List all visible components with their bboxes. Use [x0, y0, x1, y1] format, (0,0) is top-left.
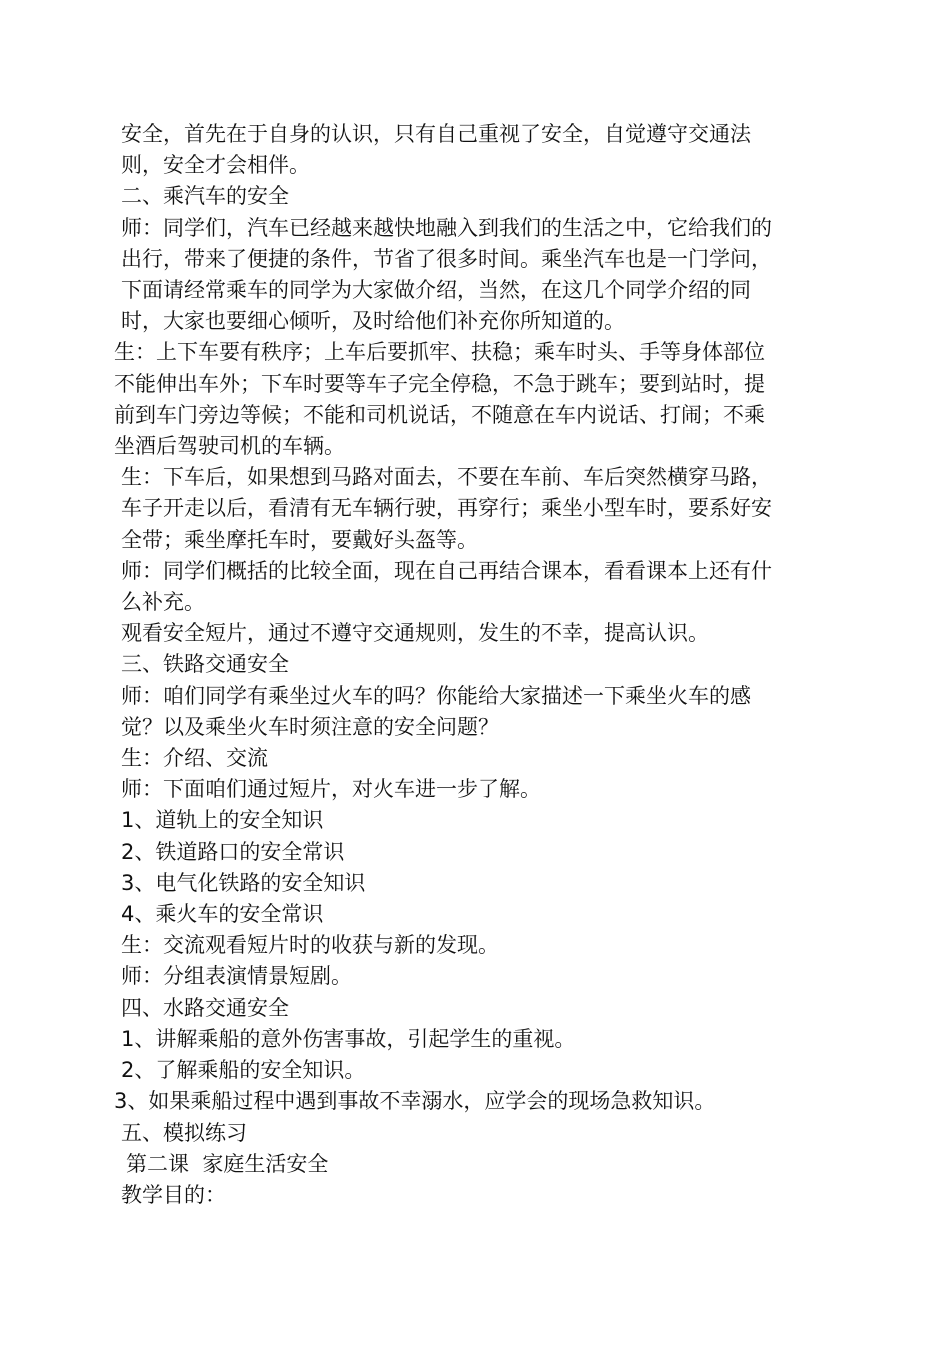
paragraph-teacher-intro-bus: 师：同学们，汽车已经越来越快地融入到我们的生活之中，它给我们的出行，带来了便捷的条件，节省了很多时间。乘坐汽车也是一门学问，下面请经常乘车的同学为大家做介绍，当然，在这几个同学介绍的同时，大家也要细心倾听，及时给他们补充你所知道的。 — [121, 215, 772, 334]
paragraph-student-boarding-rules: 生：上下车要有秩序；上车后要抓牢、扶稳；乘车时头、手等身体部位不能伸出车外；下车时要等车子完全停稳，不急于跳车；要到站时，提前到车门旁边等候；不能和司机说话，不随意在车内说话、打闹；不乘坐酒后驾驶司机的车辆。 — [114, 340, 765, 459]
paragraph-safety-awareness: 安全，首先在于自身的认识，只有自己重视了安全，自觉遵守交通法则，安全才会相伴。 — [121, 122, 751, 178]
list-item-waterway-2: 2、了解乘船的安全知识。 — [121, 1058, 366, 1083]
section-heading-bus-safety: 二、乘汽车的安全 — [121, 184, 289, 209]
list-item-waterway-1: 1、讲解乘船的意外伤害事故，引起学生的重视。 — [121, 1026, 576, 1051]
section-heading-waterway-safety: 四、水路交通安全 — [121, 995, 289, 1020]
paragraph-student-after-alighting: 生：下车后，如果想到马路对面去，不要在车前、车后突然横穿马路，车子开走以后，看清有无车辆行驶，再穿行；乘坐小型车时，要系好安全带；乘坐摩托车时，要戴好头盔等。 — [121, 465, 772, 552]
paragraph-teacher-film: 师：下面咱们通过短片，对火车进一步了解。 — [121, 777, 541, 802]
paragraph-teacher-skit: 师：分组表演情景短剧。 — [121, 964, 352, 989]
list-item-railway-2: 2、铁道路口的安全常识 — [121, 839, 345, 864]
list-item-railway-1: 1、道轨上的安全知识 — [121, 808, 324, 833]
paragraph-watch-film: 观看安全短片，通过不遵守交通规则，发生的不幸，提高认识。 — [121, 621, 709, 646]
lesson-heading-home-safety: 第二课 家庭生活安全 — [126, 1151, 329, 1176]
paragraph-teacher-summary: 师：同学们概括的比较全面，现在自己再结合课本，看看课本上还有什么补充。 — [121, 558, 772, 615]
list-item-waterway-3: 3、如果乘船过程中遇到事故不幸溺水，应学会的现场急救知识。 — [114, 1089, 716, 1114]
paragraph-student-findings: 生：交流观看短片时的收获与新的发现。 — [121, 933, 499, 958]
list-item-railway-4: 4、乘火车的安全常识 — [121, 902, 324, 927]
section-heading-railway-safety: 三、铁路交通安全 — [121, 652, 289, 677]
paragraph-teacher-train-question: 师：咱们同学有乘坐过火车的吗？你能给大家描述一下乘坐火车的感觉？以及乘坐火车时须注意的安全问题？ — [121, 683, 751, 739]
section-heading-simulation: 五、模拟练习 — [121, 1120, 247, 1145]
paragraph-teaching-goals: 教学目的： — [121, 1182, 226, 1207]
paragraph-student-exchange: 生：介绍、交流 — [121, 746, 268, 771]
list-item-railway-3: 3、电气化铁路的安全知识 — [121, 870, 366, 895]
document-body — [114, 119, 774, 1211]
